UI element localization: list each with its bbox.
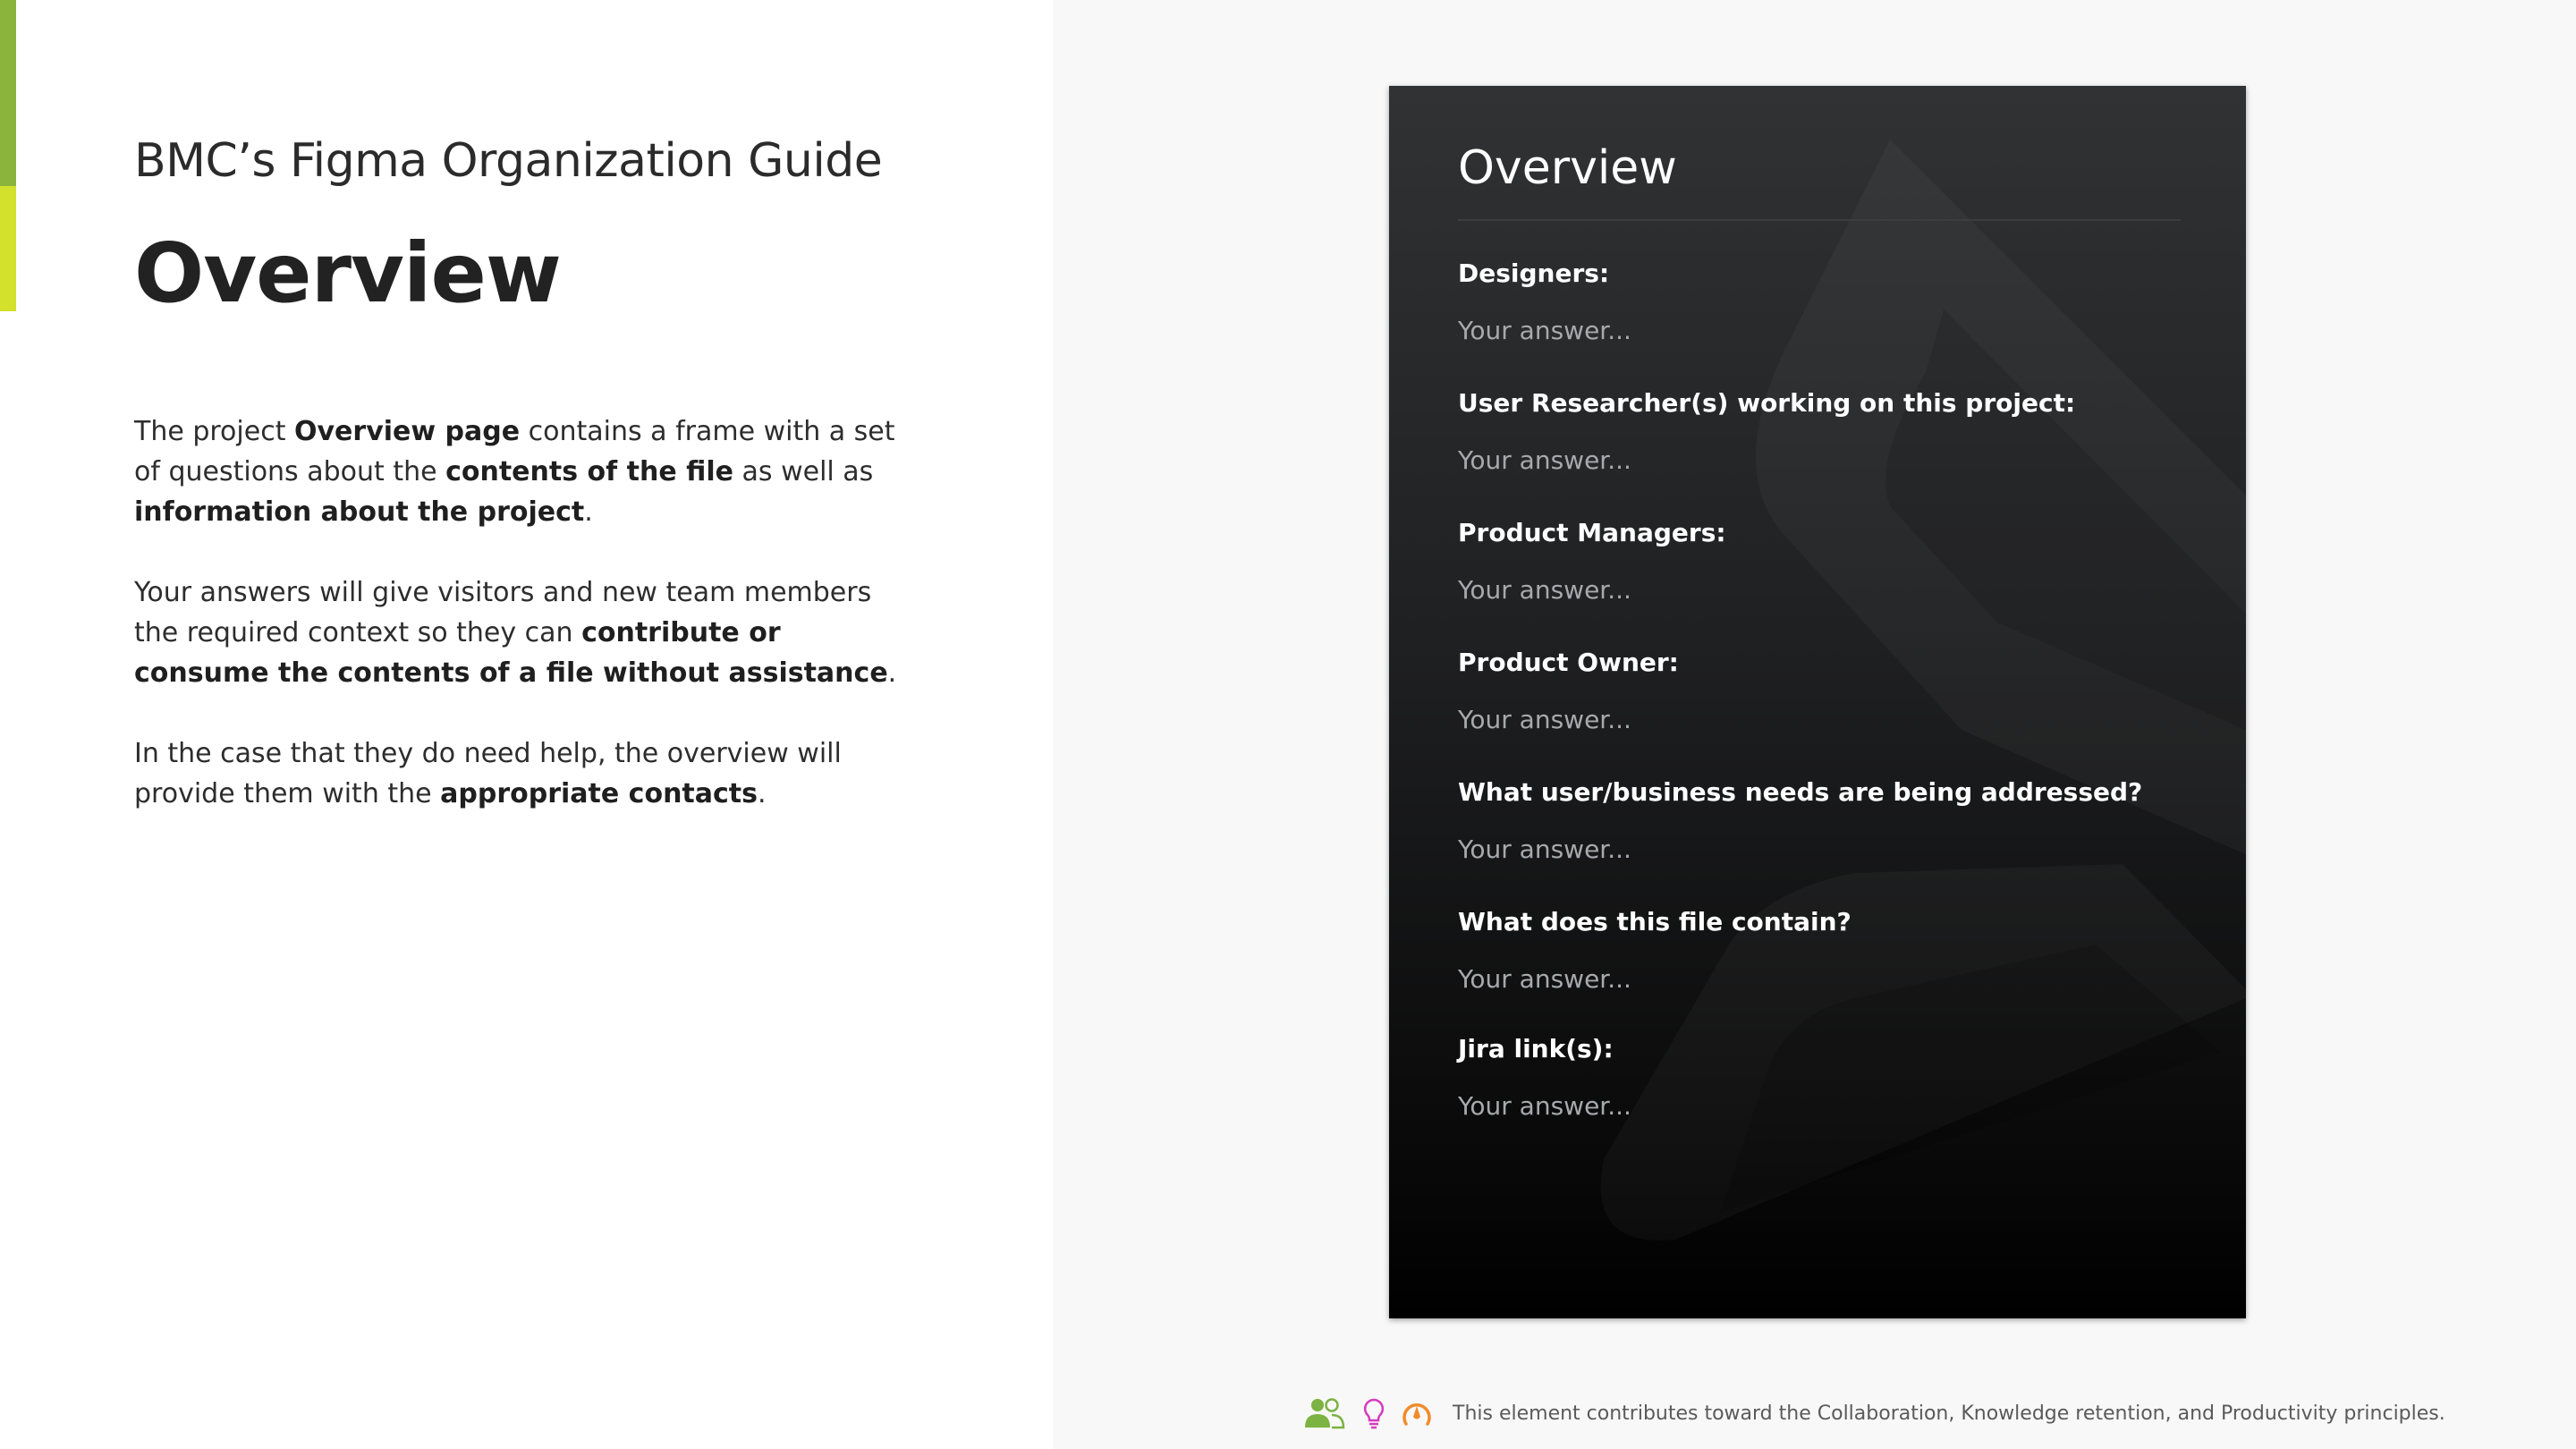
answer-field[interactable]: Your answer...	[1458, 835, 1631, 864]
question-label: User Researcher(s) working on this project:	[1458, 388, 2076, 418]
principles-footer	[1302, 1397, 2445, 1429]
description-paragraph: The project Overview page contains a frame with a set of questions about the contents of the file as well as information about the project.	[134, 416, 895, 528]
frame-divider	[1458, 219, 2181, 221]
answer-field[interactable]: Your answer...	[1458, 575, 1631, 605]
answer-field[interactable]: Your answer...	[1458, 316, 1631, 345]
collaboration-icon	[1302, 1397, 1347, 1429]
frame-title: Overview	[1458, 141, 1677, 195]
page-title: Overview	[134, 225, 561, 321]
question-jira-links	[1458, 1031, 2191, 1124]
question-designers	[1458, 256, 2191, 349]
accent-bar-lime	[0, 186, 16, 311]
overview-frame	[1389, 86, 2246, 1318]
description-paragraph: In the case that they do need help, the overview will provide them with the appropriate contacts.	[134, 738, 842, 809]
question-file-contents	[1458, 904, 2191, 997]
answer-field[interactable]: Your answer...	[1458, 1091, 1631, 1121]
question-product-managers	[1458, 515, 2191, 608]
question-label: Jira link(s):	[1458, 1034, 1614, 1063]
question-label: Designers:	[1458, 258, 1610, 288]
question-user-researchers	[1458, 386, 2191, 479]
knowledge-retention-icon	[1361, 1397, 1386, 1429]
productivity-icon	[1401, 1397, 1433, 1429]
answer-field[interactable]: Your answer...	[1458, 964, 1631, 994]
question-business-needs	[1458, 775, 2191, 868]
answer-field[interactable]: Your answer...	[1458, 445, 1631, 475]
question-label: Product Managers:	[1458, 518, 1726, 547]
principles-text: This element contributes toward the Collaboration, Knowledge retention, and Productivity principles.	[1453, 1402, 2445, 1425]
question-label: Product Owner:	[1458, 648, 1679, 677]
guide-title: BMC’s Figma Organization Guide	[134, 134, 883, 188]
question-label: What does this file contain?	[1458, 907, 1852, 936]
accent-bar-green	[0, 0, 16, 186]
question-label: What user/business needs are being addressed?	[1458, 777, 2143, 807]
description-paragraph: Your answers will give visitors and new team members the required context so they can contribute or consume the contents of a file without assistance.	[134, 577, 897, 689]
question-product-owner	[1458, 645, 2191, 738]
description	[134, 411, 921, 854]
answer-field[interactable]: Your answer...	[1458, 705, 1631, 734]
